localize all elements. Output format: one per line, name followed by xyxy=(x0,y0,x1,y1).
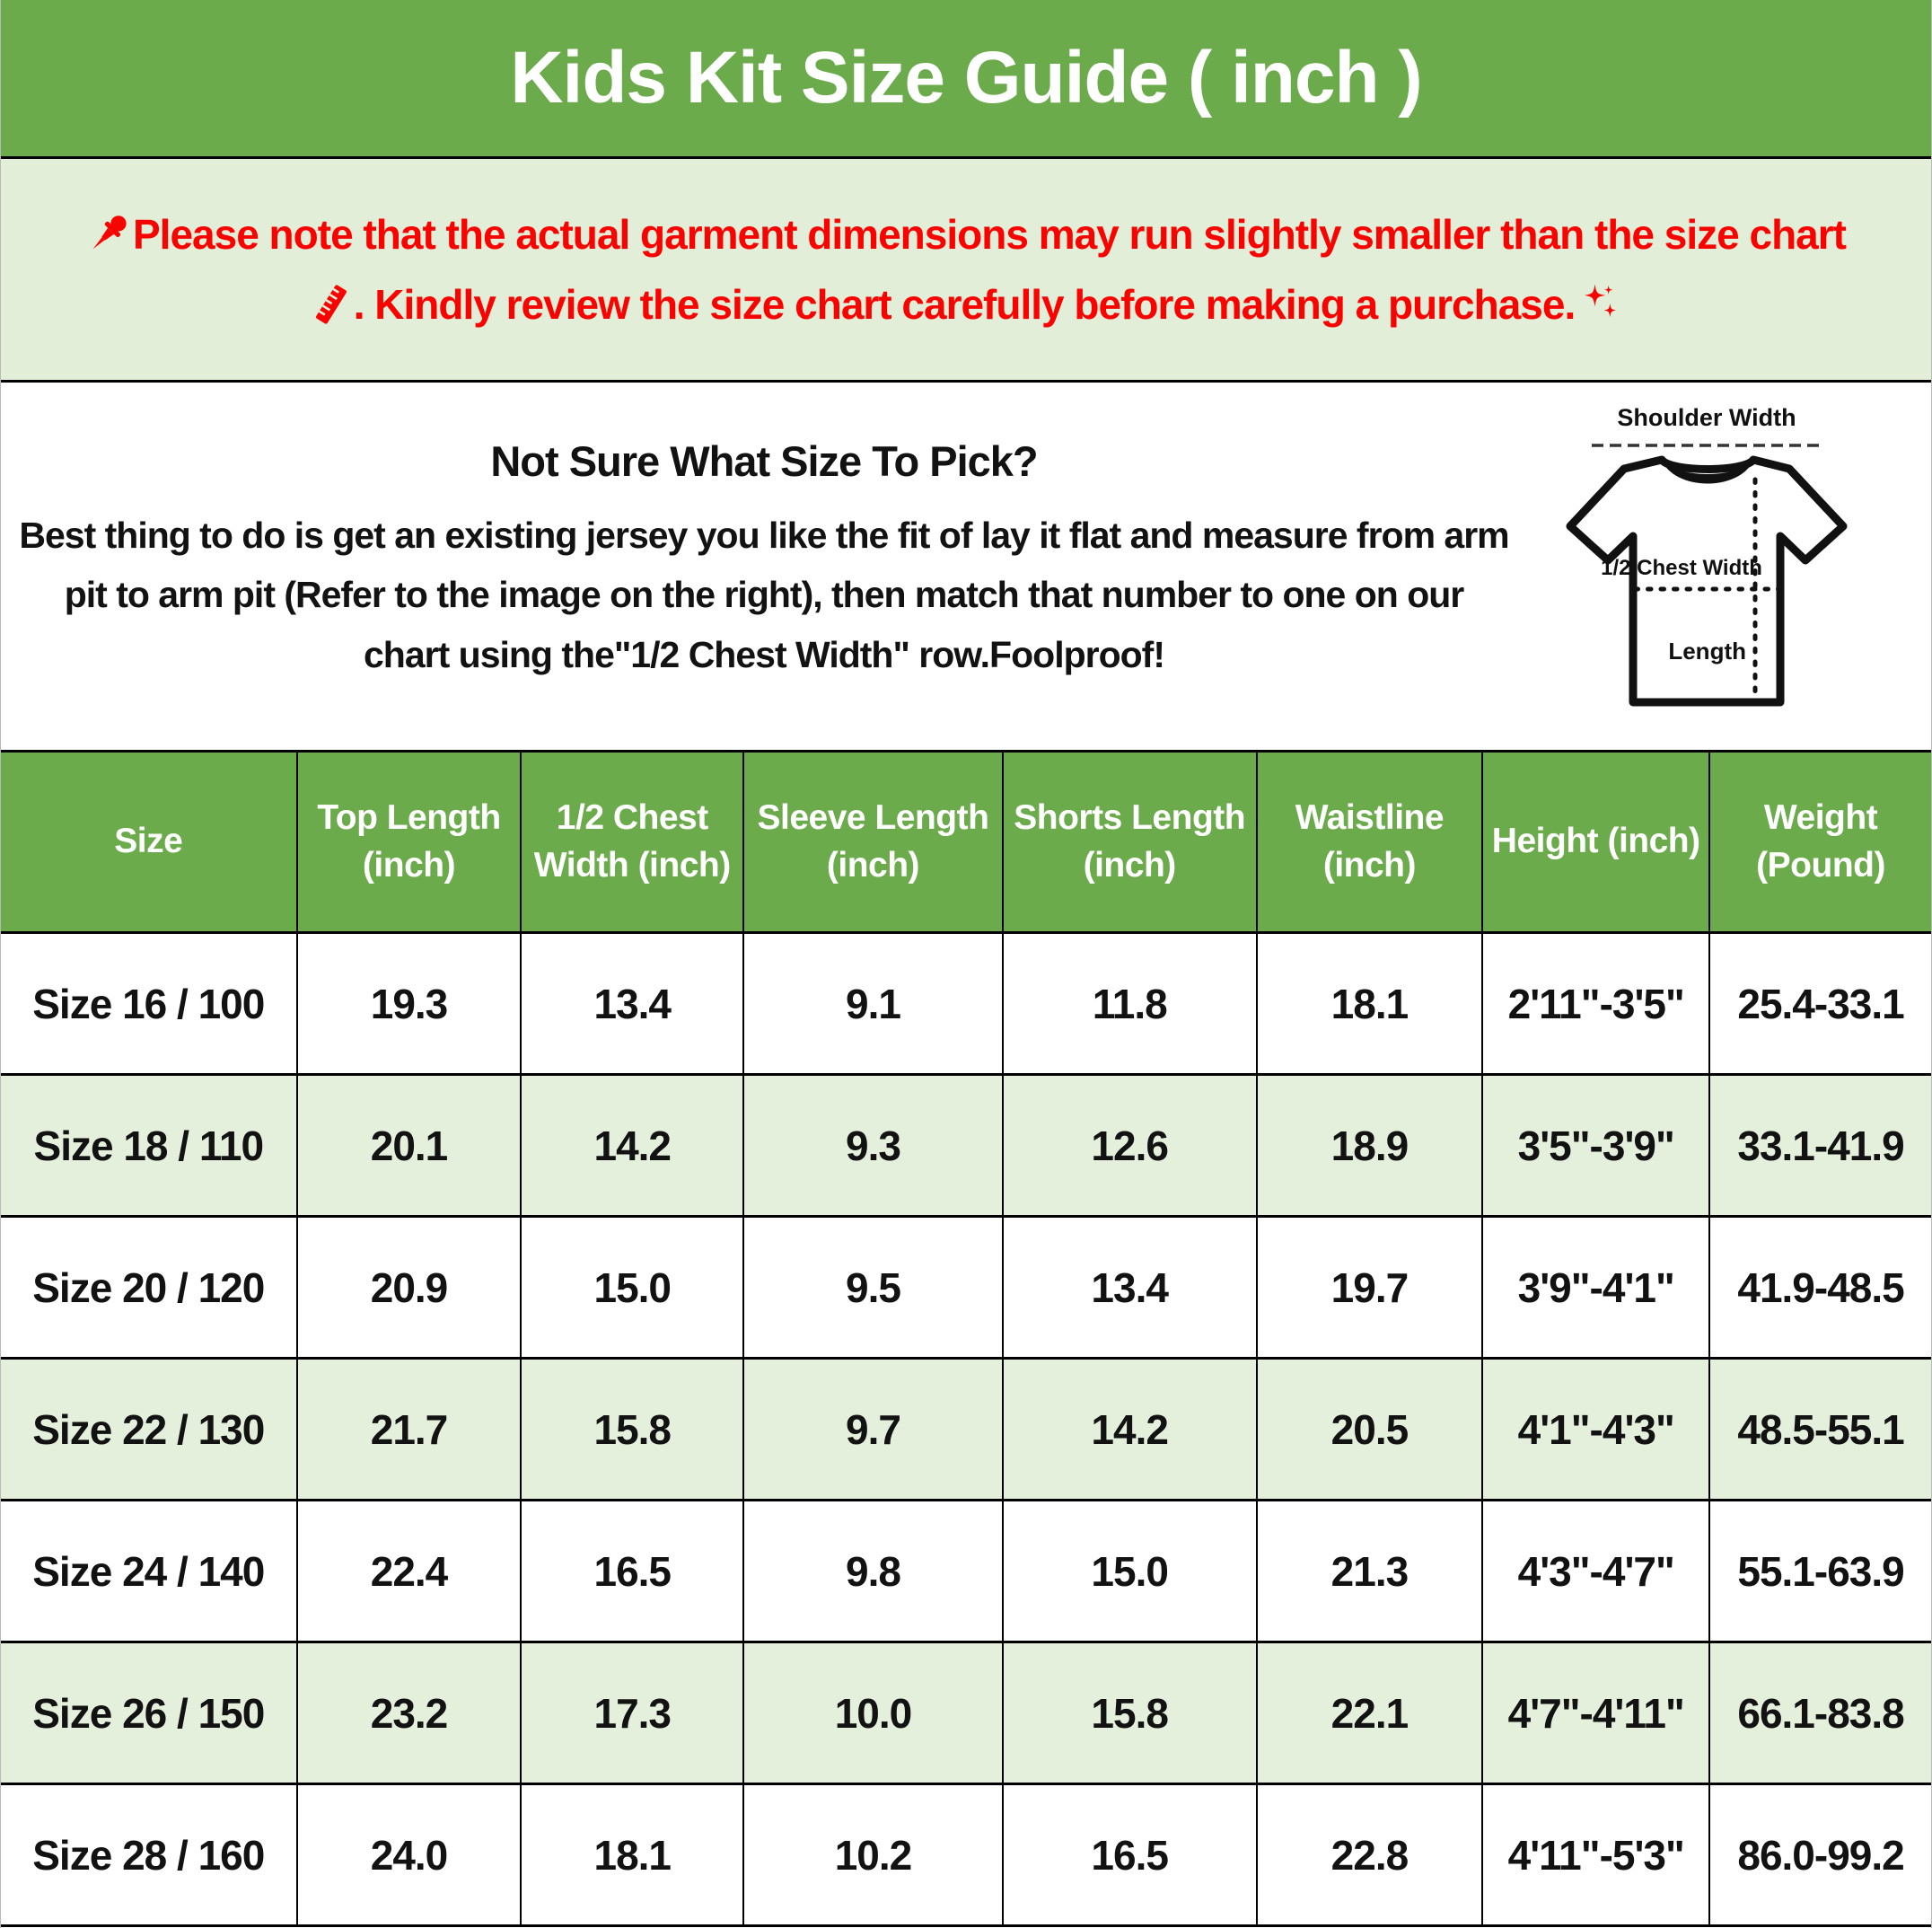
table-cell: 19.3 xyxy=(297,933,522,1075)
table-cell: 18.1 xyxy=(1257,933,1483,1075)
table-cell: 20.9 xyxy=(297,1217,522,1359)
table-cell: 12.6 xyxy=(1003,1075,1257,1217)
table-cell: 13.4 xyxy=(521,933,743,1075)
table-row xyxy=(1,1217,1931,1359)
table-cell: 18.9 xyxy=(1257,1075,1483,1217)
table-cell: 4'11"-5'3" xyxy=(1482,1784,1709,1926)
table-cell: Size 26 / 150 xyxy=(1,1642,297,1784)
page-title: Kids Kit Size Guide ( inch ) xyxy=(510,37,1422,119)
notice-text-2: . Kindly review the size chart carefully before making a purchase. xyxy=(353,281,1576,328)
table-cell: 24.0 xyxy=(297,1784,522,1926)
table-cell: 15.8 xyxy=(1003,1642,1257,1784)
table-cell: 10.2 xyxy=(743,1784,1003,1926)
tshirt-outline xyxy=(1570,460,1843,702)
table-row xyxy=(1,1784,1931,1926)
table-cell: 3'9"-4'1" xyxy=(1482,1217,1709,1359)
table-row xyxy=(1,1359,1931,1501)
table-cell: 86.0-99.2 xyxy=(1709,1784,1931,1926)
table-cell: 15.0 xyxy=(1003,1501,1257,1642)
table-cell: 9.8 xyxy=(743,1501,1003,1642)
table-cell: 16.5 xyxy=(1003,1784,1257,1926)
table-cell: Size 22 / 130 xyxy=(1,1359,297,1501)
table-cell: 19.7 xyxy=(1257,1217,1483,1359)
table-cell: 18.1 xyxy=(521,1784,743,1926)
notice-banner xyxy=(1,159,1931,383)
tshirt-diagram-svg xyxy=(1527,390,1922,749)
column-header: 1/2 Chest Width (inch) xyxy=(521,752,743,933)
size-help-heading: Not Sure What Size To Pick? xyxy=(490,437,1038,485)
table-cell: 33.1-41.9 xyxy=(1709,1075,1931,1217)
table-cell: 9.7 xyxy=(743,1359,1003,1501)
column-header: Waistline (inch) xyxy=(1257,752,1483,933)
table-cell: 11.8 xyxy=(1003,933,1257,1075)
table-cell: 17.3 xyxy=(521,1642,743,1784)
size-table-header-row xyxy=(1,752,1931,933)
table-cell: 4'1"-4'3" xyxy=(1482,1359,1709,1501)
table-cell: 25.4-33.1 xyxy=(1709,933,1931,1075)
table-cell: 55.1-63.9 xyxy=(1709,1501,1931,1642)
table-cell: 4'7"-4'11" xyxy=(1482,1642,1709,1784)
table-cell: 15.8 xyxy=(521,1359,743,1501)
page-title-bar xyxy=(1,0,1931,159)
half-chest-width-label: 1/2 Chest Width xyxy=(1601,556,1762,580)
table-cell: 16.5 xyxy=(521,1501,743,1642)
column-header: Top Length (inch) xyxy=(297,752,522,933)
table-cell: 22.1 xyxy=(1257,1642,1483,1784)
notice-line-2 xyxy=(309,280,1624,329)
table-cell: 14.2 xyxy=(1003,1359,1257,1501)
notice-line-1 xyxy=(86,210,1846,259)
table-cell: 9.5 xyxy=(743,1217,1003,1359)
table-cell: 48.5-55.1 xyxy=(1709,1359,1931,1501)
column-header: Weight (Pound) xyxy=(1709,752,1931,933)
table-row xyxy=(1,933,1931,1075)
table-cell: 66.1-83.8 xyxy=(1709,1642,1931,1784)
table-cell: 20.5 xyxy=(1257,1359,1483,1501)
sparkles-icon xyxy=(1575,280,1623,329)
notice-text-1: Please note that the actual garment dimensions may run slightly smaller than the size chart xyxy=(132,211,1846,258)
size-table-body xyxy=(1,933,1931,1926)
table-row xyxy=(1,1501,1931,1642)
column-header: Height (inch) xyxy=(1482,752,1709,933)
table-cell: 9.3 xyxy=(743,1075,1003,1217)
ruler-icon xyxy=(309,282,354,327)
table-cell: Size 16 / 100 xyxy=(1,933,297,1075)
table-cell: 21.3 xyxy=(1257,1501,1483,1642)
table-cell: 4'3"-4'7" xyxy=(1482,1501,1709,1642)
shoulder-width-label: Shoulder Width xyxy=(1617,404,1796,431)
size-help-section xyxy=(1,383,1931,750)
table-row xyxy=(1,1642,1931,1784)
length-label: Length xyxy=(1668,638,1746,665)
table-cell: 2'11"-3'5" xyxy=(1482,933,1709,1075)
table-row xyxy=(1,1075,1931,1217)
table-cell: 22.4 xyxy=(297,1501,522,1642)
size-help-text-block xyxy=(1,383,1527,750)
table-cell: 21.7 xyxy=(297,1359,522,1501)
column-header: Sleeve Length (inch) xyxy=(743,752,1003,933)
table-cell: 23.2 xyxy=(297,1642,522,1784)
tshirt-measure-diagram xyxy=(1527,383,1931,750)
size-help-body: Best thing to do is get an existing jersey you like the fit of lay it flat and measure from arm pit to arm pit (Refer to the image on the right), then match that number to one on our chart using the"1/2 Chest Width" row.Foolproof! xyxy=(19,515,1509,675)
table-cell: Size 24 / 140 xyxy=(1,1501,297,1642)
table-cell: Size 28 / 160 xyxy=(1,1784,297,1926)
table-cell: Size 18 / 110 xyxy=(1,1075,297,1217)
table-cell: 13.4 xyxy=(1003,1217,1257,1359)
table-cell: 20.1 xyxy=(297,1075,522,1217)
table-cell: 15.0 xyxy=(521,1217,743,1359)
table-cell: 41.9-48.5 xyxy=(1709,1217,1931,1359)
column-header: Shorts Length (inch) xyxy=(1003,752,1257,933)
table-cell: 10.0 xyxy=(743,1642,1003,1784)
table-cell: Size 20 / 120 xyxy=(1,1217,297,1359)
size-table xyxy=(1,750,1931,1927)
table-cell: 9.1 xyxy=(743,933,1003,1075)
pushpin-icon xyxy=(86,211,133,258)
table-cell: 3'5"-3'9" xyxy=(1482,1075,1709,1217)
table-cell: 14.2 xyxy=(521,1075,743,1217)
column-header: Size xyxy=(1,752,297,933)
table-cell: 22.8 xyxy=(1257,1784,1483,1926)
